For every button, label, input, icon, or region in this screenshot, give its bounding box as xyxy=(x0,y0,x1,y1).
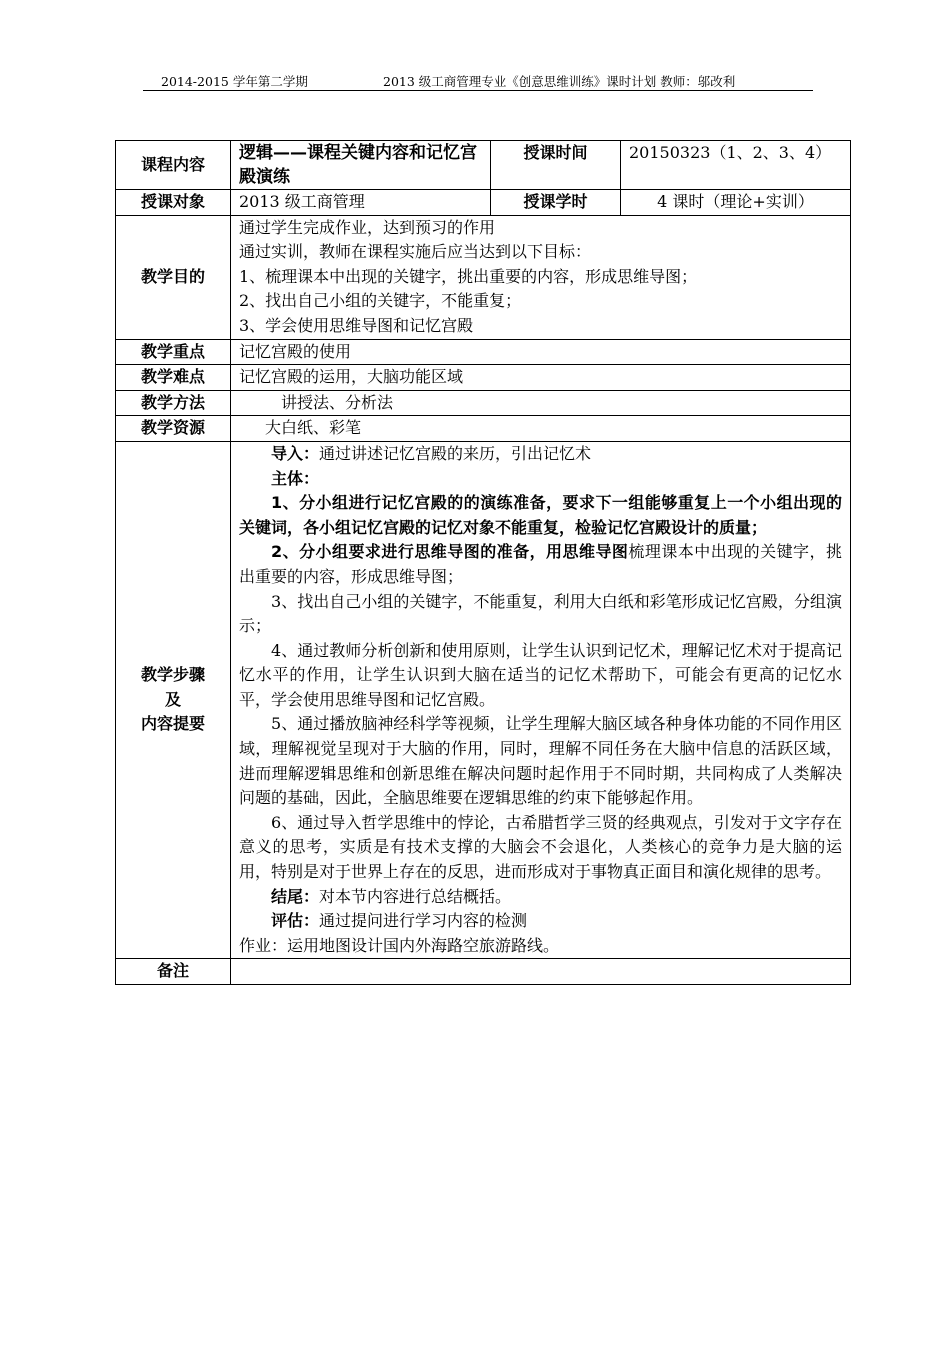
value-resources: 大白纸、彩笔 xyxy=(231,416,851,442)
value-course-content: 逻辑——课程关键内容和记忆宫殿演练 xyxy=(231,141,491,190)
body-label: 主体： xyxy=(271,468,320,488)
ending-label: 结尾： xyxy=(271,886,320,906)
step-5: 5、通过播放脑神经科学等视频，让学生理解大脑区域各种身体功能的不同作用区域，理解视觉呈现对于大脑的作用，同时，理解不同任务在大脑中信息的活跃区域，进而理解逻辑思维和创新思维在解决问题时起作用于不同时期，共同构成了人类解决问题的基础，因此，全脑思维要在逻辑思维的约束下能够起作用。 xyxy=(239,714,842,808)
label-difficulties: 教学难点 xyxy=(116,365,231,391)
lesson-plan-table xyxy=(115,140,851,985)
row-resources xyxy=(116,416,851,442)
ending-text: 对本节内容进行总结概括。 xyxy=(319,886,512,906)
row-methods xyxy=(116,390,851,416)
value-notes xyxy=(231,959,851,985)
row-course-content xyxy=(116,141,851,190)
step-6: 6、通过导入哲学思维中的悖论，古希腊哲学三贤的经典观点，引发对于文字存在意义的思考，实质是有技术支撑的大脑会不会退化，人类核心的竞争力是大脑的运用，特别是对于世界上存在的反思，进而形成对于事物真正面目和演化规律的思考。 xyxy=(239,812,842,882)
intro-text: 通过讲述记忆宫殿的来历，引出记忆术 xyxy=(319,443,592,463)
row-difficulties xyxy=(116,365,851,391)
label-methods: 教学方法 xyxy=(116,390,231,416)
objective-line: 通过学生完成作业，达到预习的作用 xyxy=(239,217,496,237)
row-audience xyxy=(116,190,851,216)
step-4: 4、通过教师分析创新和使用原则，让学生认识到记忆术，理解记忆术对于提高记忆水平的作用，让学生认识到大脑在适当的记忆术帮助下，可能会有更高的记忆水平，学会使用思维导图和记忆宫殿。 xyxy=(239,640,842,709)
value-audience: 2013 级工商管理 xyxy=(231,190,491,216)
row-notes xyxy=(116,959,851,985)
label-resources: 教学资源 xyxy=(116,416,231,442)
value-methods: 讲授法、分析法 xyxy=(231,390,851,416)
label-notes: 备注 xyxy=(116,959,231,985)
objective-line: 2、找出自己小组的关键字，不能重复； xyxy=(239,291,522,311)
step-1: 1、分小组进行记忆宫殿的的演练准备，要求下一组能够重复上一个小组出现的关键词，各小组记忆宫殿的记忆对象不能重复，检验记忆宫殿设计的质量； xyxy=(239,493,842,537)
evaluation-line xyxy=(239,909,842,934)
semester-text: 2014-2015 学年第二学期 xyxy=(161,74,308,89)
label-key-points: 教学重点 xyxy=(116,339,231,365)
label-steps-line2: 及 xyxy=(164,689,181,709)
objective-line: 1、梳理课本中出现的关键字，挑出重要的内容，形成思维导图； xyxy=(239,266,698,286)
label-steps xyxy=(116,441,231,958)
value-objective xyxy=(231,215,851,339)
label-audience: 授课对象 xyxy=(116,190,231,216)
objective-line: 通过实训，教师在课程实施后应当达到以下目标： xyxy=(239,242,592,262)
step-2 xyxy=(239,540,842,589)
step-3: 3、找出自己小组的关键字，不能重复，利用大白纸和彩笔形成记忆宫殿，分组演示； xyxy=(239,591,842,636)
course-line-text: 2013 级工商管理专业《创意思维训练》课时计划 教师：邬改利 xyxy=(383,74,736,89)
step-2-rest: 梳理课本中出现的关键字，挑出重要的内容，形成思维导图； xyxy=(239,542,842,586)
row-objective xyxy=(116,215,851,339)
label-course-content: 课程内容 xyxy=(116,141,231,190)
intro-label: 导入： xyxy=(271,443,320,463)
step-2-bold: 2、分小组要求进行思维导图的准备，用思维导图 xyxy=(271,542,629,562)
evaluation-label: 评估： xyxy=(271,911,320,931)
intro-line xyxy=(239,442,842,467)
label-objective: 教学目的 xyxy=(116,215,231,339)
evaluation-text: 通过提问进行学习内容的检测 xyxy=(319,911,528,931)
label-steps-line3: 内容提要 xyxy=(140,714,205,734)
ending-line xyxy=(239,885,842,910)
page-header xyxy=(143,70,813,91)
value-hours: 4 课时（理论+实训） xyxy=(621,190,851,216)
row-steps xyxy=(116,441,851,958)
label-hours: 授课学时 xyxy=(491,190,621,216)
value-steps xyxy=(231,441,851,958)
homework-line: 作业：运用地图设计国内外海路空旅游路线。 xyxy=(239,935,560,955)
label-steps-line1: 教学步骤 xyxy=(140,665,205,685)
row-key-points xyxy=(116,339,851,365)
label-teach-time: 授课时间 xyxy=(491,141,621,190)
value-key-points: 记忆宫殿的使用 xyxy=(231,339,851,365)
objective-line: 3、学会使用思维导图和记忆宫殿 xyxy=(239,315,474,335)
value-teach-time: 20150323（1、2、3、4） xyxy=(621,141,851,190)
value-difficulties: 记忆宫殿的运用，大脑功能区域 xyxy=(231,365,851,391)
